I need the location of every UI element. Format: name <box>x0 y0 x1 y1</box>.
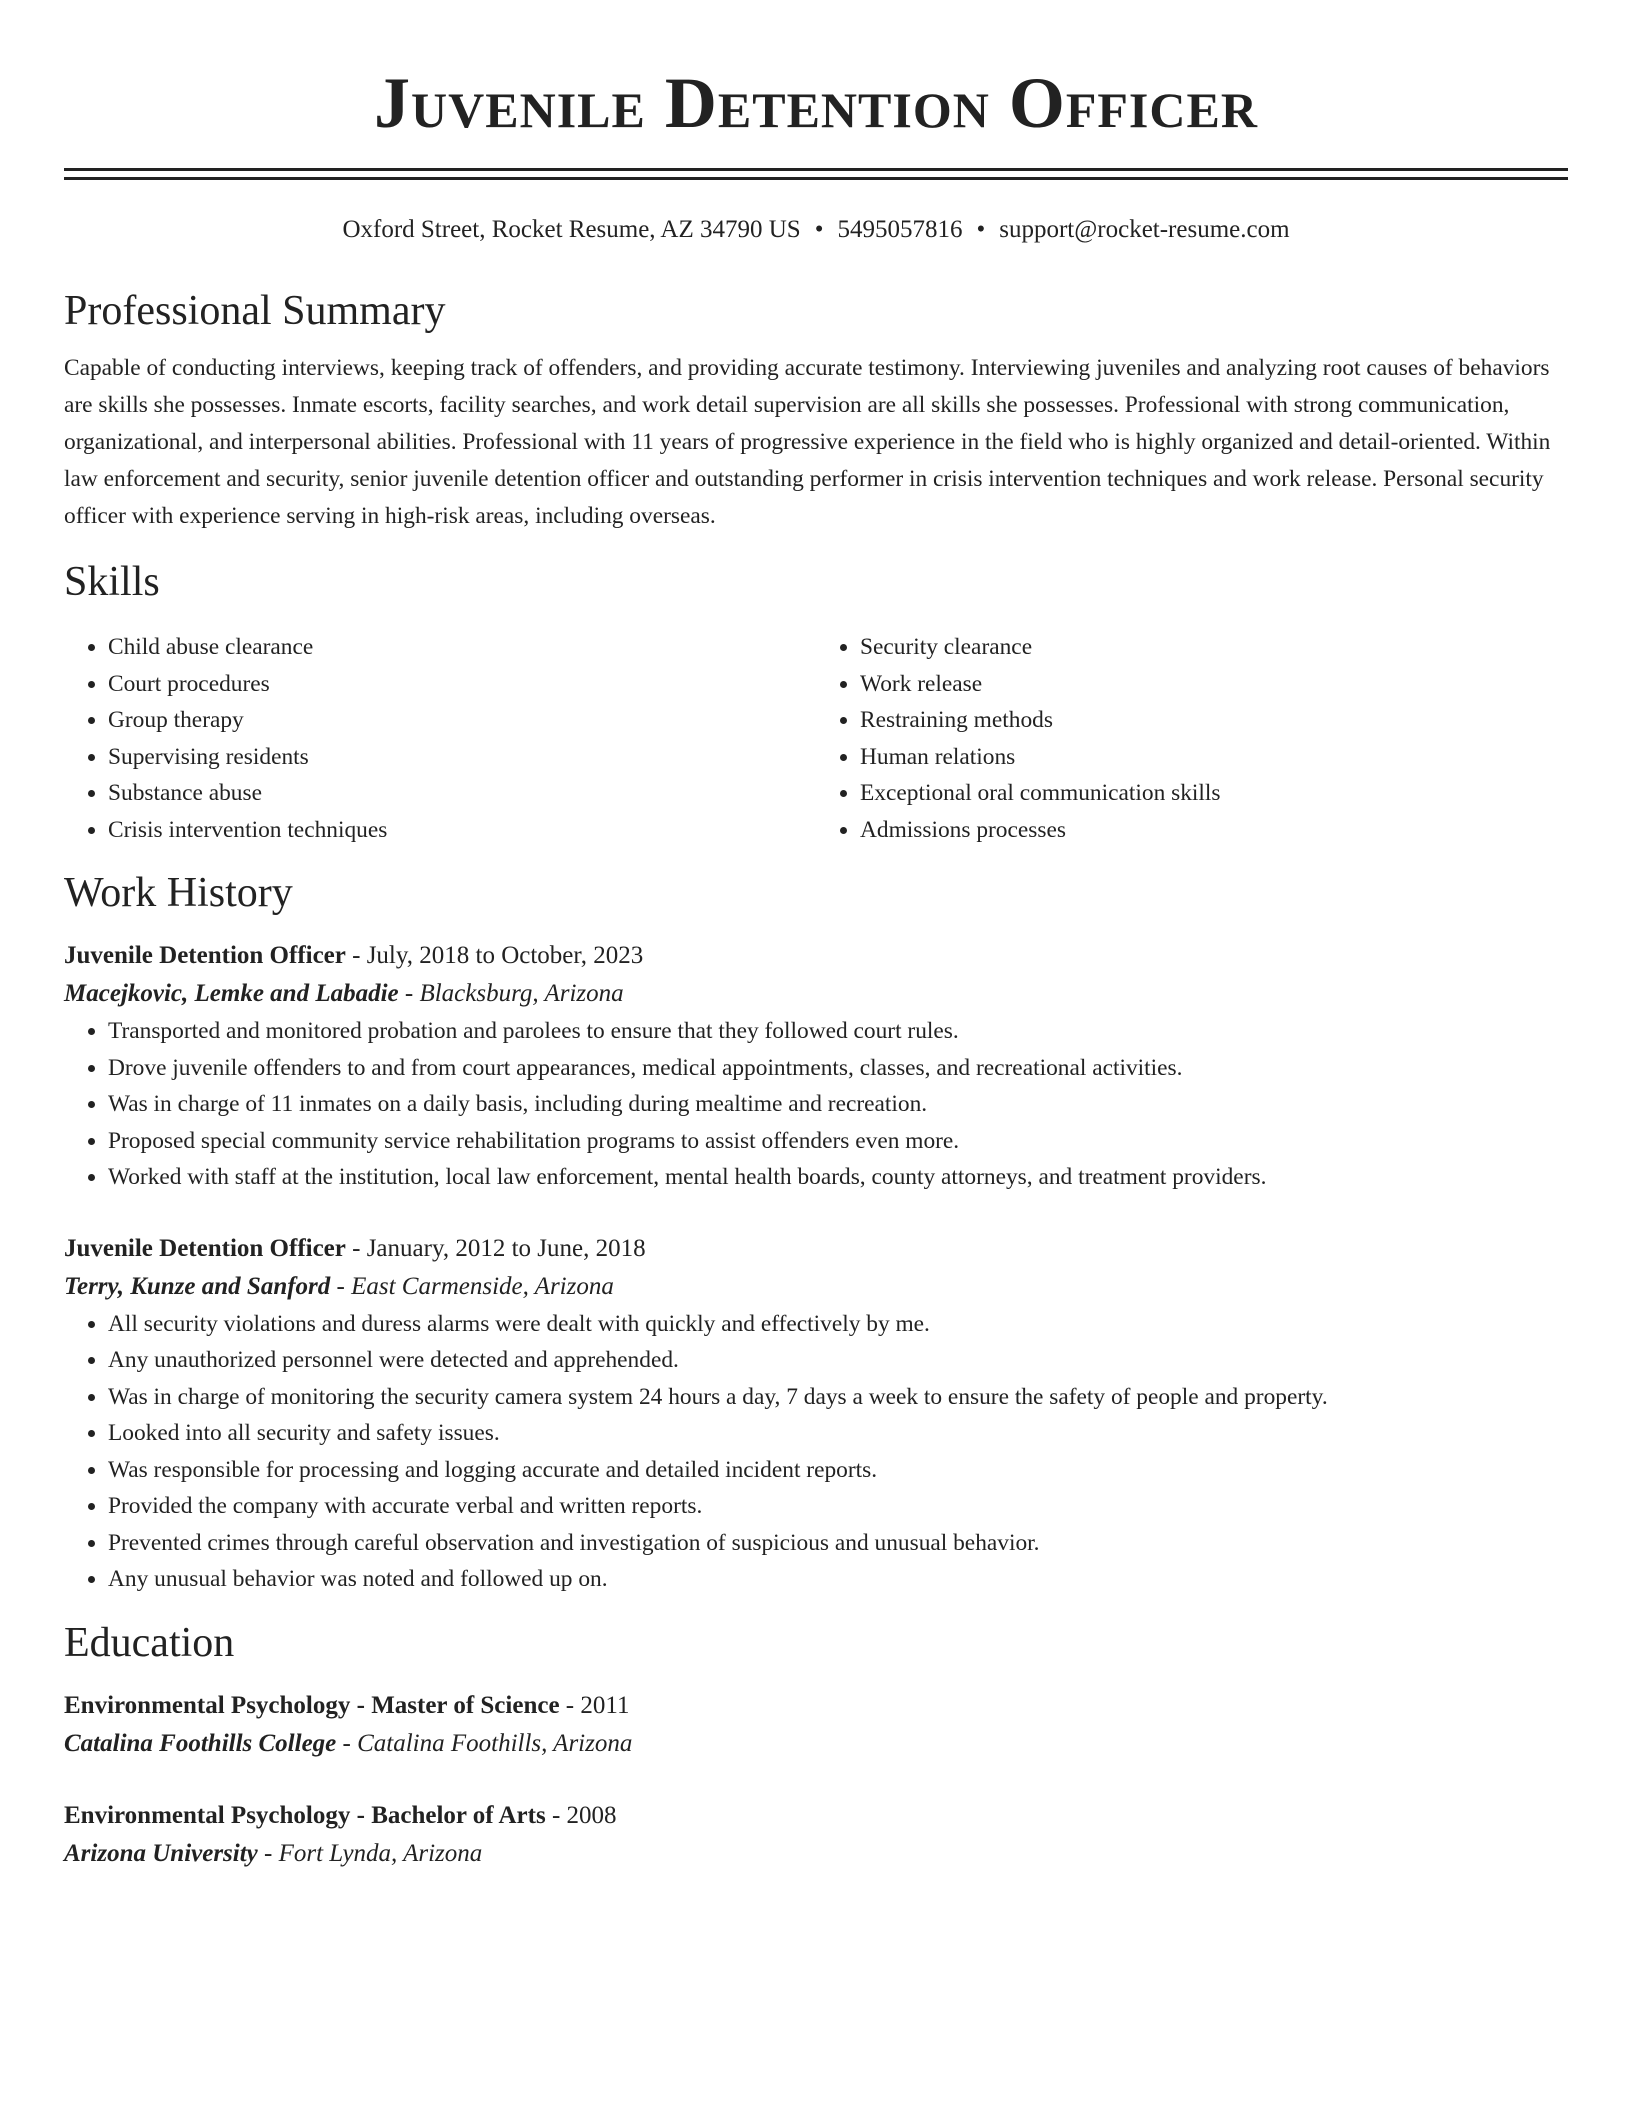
skill-item: • Security clearance <box>860 629 1568 666</box>
job-location: - Blacksburg, Arizona <box>398 980 624 1007</box>
job-location: - East Carmenside, Arizona <box>330 1272 614 1300</box>
skill-item: • Group therapy <box>108 702 816 739</box>
job-company: Terry, Kunze and Sanford <box>64 1272 331 1300</box>
header-rule-bottom <box>64 177 1568 180</box>
skill-item: • Exceptional oral communication skills <box>860 775 1568 812</box>
education-degree-line <box>64 1687 1568 1725</box>
skill-item: • Court procedures <box>108 666 816 703</box>
skill-item: • Work release <box>860 666 1568 703</box>
job-title: Juvenile Detention Officer <box>64 942 346 969</box>
skill-item: • Supervising residents <box>108 739 816 776</box>
skill-item: • Crisis intervention techniques <box>108 812 816 849</box>
job-dates: - July, 2018 to October, 2023 <box>345 942 644 969</box>
education-degree: Environmental Psychology - Master of Science <box>64 1691 560 1719</box>
skill-item: • Admissions processes <box>860 812 1568 849</box>
job-bullet: • Any unusual behavior was noted and followed up on. <box>108 1561 1568 1598</box>
education-school: Catalina Foothills College <box>64 1729 337 1757</box>
candidate-name: Juvenile Detention Officer <box>374 63 1258 143</box>
education-school-line <box>64 1835 1568 1873</box>
summary-text: Capable of conducting interviews, keeping track of offenders, and providing accurate testimony. Interviewing juveniles and analyzing root causes of behaviors are skills she possesses. Inmate escorts, facility searches, and work detail supervision are all skills she possesses. Professional with strong communication, organizational, and interpersonal abilities. Professional with 11 years of progressive experience in the field who is highly organized and detail-oriented. Within law enforcement and security, senior juvenile detention officer and outstanding performer in crisis intervention techniques and work release. Personal security officer with experience serving in high-risk areas, including overseas. <box>64 355 1551 529</box>
education-degree-line <box>64 1797 1568 1835</box>
skill-item: • Restraining methods <box>860 702 1568 739</box>
education-year: - 2011 <box>559 1691 630 1719</box>
education-heading: Education <box>64 1619 235 1666</box>
job-title: Juvenile Detention Officer <box>64 1234 346 1262</box>
job-bullet: • Was in charge of 11 inmates on a daily basis, including during mealtime and recreation. <box>108 1086 1568 1123</box>
job-bullet: • Proposed special community service rehabilitation programs to assist offenders even more. <box>108 1123 1568 1160</box>
skills-columns <box>64 629 1568 848</box>
job-title-line <box>64 937 1568 975</box>
job-bullet: • Looked into all security and safety issues. <box>108 1415 1568 1452</box>
skill-item: • Child abuse clearance <box>108 629 816 666</box>
job-company-line <box>64 975 1568 1013</box>
education-location: - Catalina Foothills, Arizona <box>336 1729 633 1757</box>
contact-phone: 5495057816 <box>837 216 963 243</box>
education-entry <box>64 1797 1568 1873</box>
job-bullets <box>64 1306 1568 1598</box>
job-entry <box>64 1230 1568 1598</box>
education-school: Arizona University <box>64 1839 258 1867</box>
skills-heading: Skills <box>64 559 160 605</box>
job-bullet: • Transported and monitored probation and parolees to ensure that they followed court rules. <box>108 1013 1568 1050</box>
education-school-line <box>64 1725 1568 1763</box>
job-entry <box>64 937 1568 1196</box>
job-bullet: • Was responsible for processing and logging accurate and detailed incident reports. <box>108 1452 1568 1489</box>
education-location: - Fort Lynda, Arizona <box>257 1839 483 1867</box>
job-bullet: • Drove juvenile offenders to and from court appearances, medical appointments, classes, and recreational activities. <box>108 1050 1568 1087</box>
job-bullet: • Was in charge of monitoring the security camera system 24 hours a day, 7 days a week to ensure the safety of people and property. <box>108 1379 1568 1416</box>
education-entry <box>64 1687 1568 1763</box>
skills-list-left <box>64 629 816 848</box>
contact-email: support@rocket-resume.com <box>999 216 1290 243</box>
job-bullet: • Any unauthorized personnel were detected and apprehended. <box>108 1342 1568 1379</box>
job-bullet: • Provided the company with accurate verbal and written reports. <box>108 1488 1568 1525</box>
job-title-line <box>64 1230 1568 1268</box>
contact-line <box>64 214 1568 246</box>
job-bullet: • All security violations and duress alarms were dealt with quickly and effectively by me. <box>108 1306 1568 1343</box>
contact-address: Oxford Street, Rocket Resume, AZ 34790 US <box>342 216 801 243</box>
job-bullet: • Worked with staff at the institution, local law enforcement, mental health boards, county attorneys, and treatment providers. <box>108 1159 1568 1196</box>
job-company: Macejkovic, Lemke and Labadie <box>64 980 399 1007</box>
job-company-line <box>64 1268 1568 1306</box>
job-dates: - January, 2012 to June, 2018 <box>345 1234 646 1262</box>
job-bullet: • Prevented crimes through careful observation and investigation of suspicious and unusual behavior. <box>108 1525 1568 1562</box>
header-rule-top <box>64 168 1568 171</box>
education-year: - 2008 <box>545 1801 617 1829</box>
contact-separator: • <box>976 216 986 243</box>
job-bullets <box>64 1013 1568 1196</box>
work-heading: Work History <box>64 870 293 916</box>
education-degree: Environmental Psychology - Bachelor of Arts <box>64 1801 546 1829</box>
skills-list-right <box>816 629 1568 848</box>
contact-separator: • <box>814 216 824 243</box>
skill-item: • Substance abuse <box>108 775 816 812</box>
skill-item: • Human relations <box>860 739 1568 776</box>
summary-heading: Professional Summary <box>64 288 446 334</box>
